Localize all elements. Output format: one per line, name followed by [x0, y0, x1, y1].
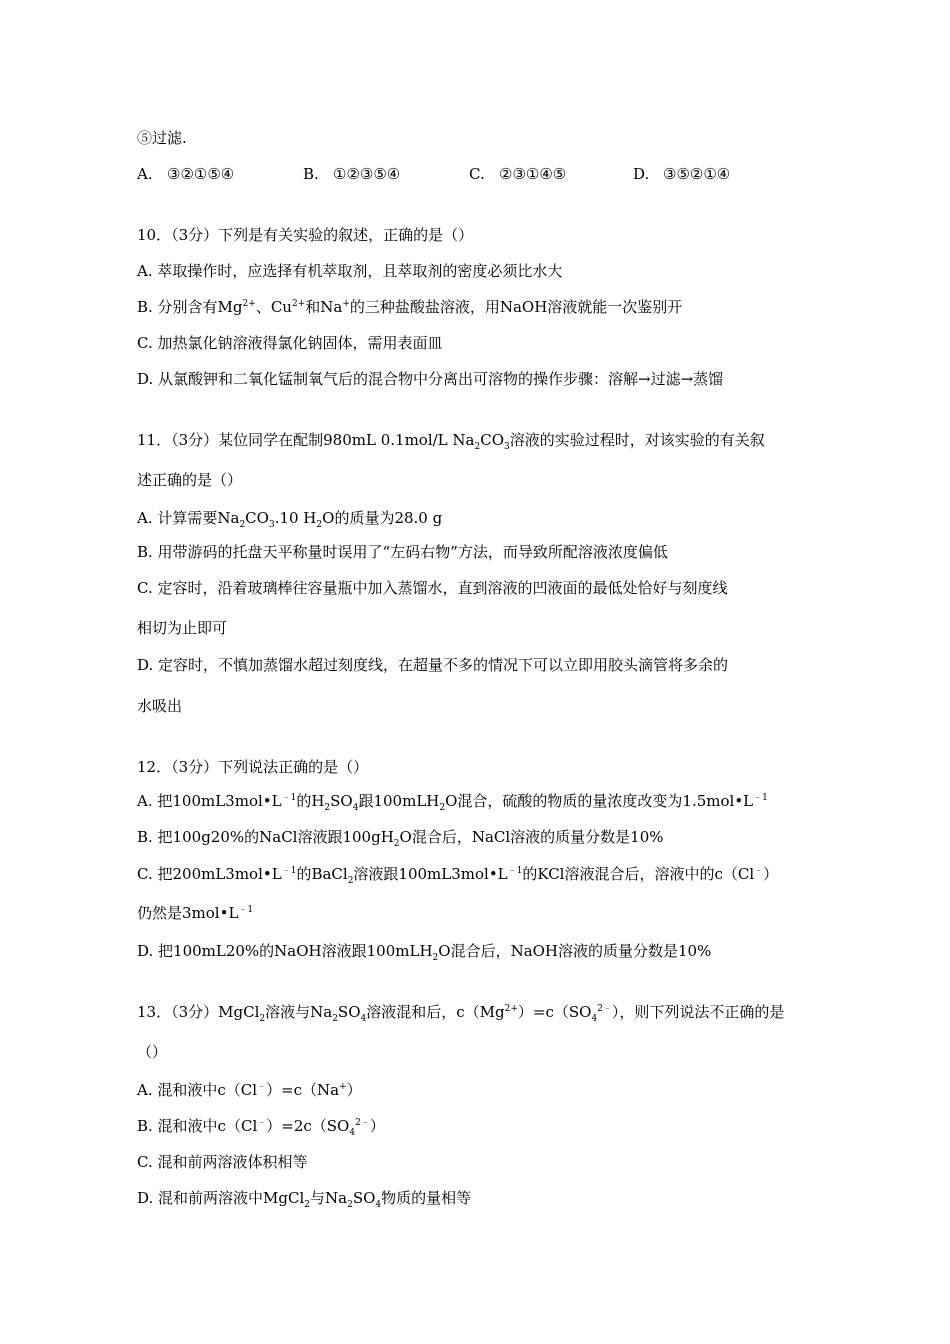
q12-stem: 12．（3分）下列说法正确的是（）: [137, 758, 369, 776]
q12-choice-c-line2: 仍然是$3mol•L^{﹣1}$: [137, 904, 254, 922]
q10-stem: 10．（3分）下列是有关实验的叙述，正确的是（）: [137, 226, 474, 244]
q13-stem: 13．（3分）MgCl$_2$溶液与$Na_2SO_4$溶液混和后，$c(Mg^{2+})=c(SO_4^{2﹣})$，则下列说法不正确的是: [137, 1003, 785, 1024]
q11-choice-c[interactable]: C. 定容时，沿着玻璃棒往容量瓶中加入蒸馏水，直到溶液的凹液面的最低处恰好与刻度线: [137, 579, 728, 597]
q9-choice-b[interactable]: B. ①②③⑤④: [303, 165, 401, 183]
q13-choice-a[interactable]: A. 混和液中c（Cl﹣）=c（Na+）: [137, 1081, 362, 1099]
q13-choice-c[interactable]: C. 混和前两溶液体积相等: [137, 1153, 308, 1171]
q12-choice-a[interactable]: A. 把$100mL3mol•L^{﹣1}$的$H_2SO_4$跟100mLH$_2$O混合，硫酸的物质的量浓度改变为$1.5mol•L^{﹣1}$: [137, 792, 768, 813]
q11-choice-b[interactable]: B. 用带游码的托盘天平称量时误用了“左码右物”方法，而导致所配溶液浓度偏低: [137, 543, 668, 561]
q10-choice-d[interactable]: D. 从氯酸钾和二氧化锰制氧气后的混合物中分离出可溶物的操作步骤：溶解→过滤→蒸馏: [137, 370, 724, 388]
q9-choice-a[interactable]: A. ③②①⑤④: [137, 165, 235, 183]
q10-choice-c[interactable]: C. 加热氯化钠溶液得氯化钠固体，需用表面皿: [137, 334, 443, 352]
q13-choice-b[interactable]: B. 混和液中$c(Cl^﹣)=2c(SO_4^{2﹣})$: [137, 1117, 385, 1138]
q11-choice-c-line2: 相切为止即可: [137, 619, 228, 637]
q10-choice-b[interactable]: B. 分别含有$Mg^{2+}$、$Cu^{2+}$和Na+的三种盐酸盐溶液，用NaOH溶液就能一次鉴别开: [137, 298, 683, 316]
q11-choice-d-line2: 水吸出: [137, 697, 183, 715]
q12-choice-d[interactable]: D. 把100mL20%的NaOH溶液跟100mLH$_2$O混合后，NaOH溶液的质量分数是10%: [137, 942, 712, 963]
q11-choice-d[interactable]: D. 定容时，不慎加蒸馏水超过刻度线，在超量不多的情况下可以立即用胶头滴管将多余的: [137, 656, 729, 674]
q10-choice-a[interactable]: A. 萃取操作时，应选择有机萃取剂，且萃取剂的密度必须比水大: [137, 262, 563, 280]
q13-choice-d[interactable]: D. 混和前两溶液中MgCl$_2$与$Na_2SO_4$物质的量相等: [137, 1189, 472, 1210]
q12-choice-c[interactable]: C. 把$200mL3mol•L^{﹣1}$的BaCl$_2$溶液跟$100mL3mol•L^{﹣1}$的KCl溶液混合后，溶液中的c（Cl﹣）: [137, 865, 779, 886]
q9-choice-d[interactable]: D. ③⑤②①④: [633, 165, 731, 183]
q9-choice-c[interactable]: C. ②③①④⑤: [469, 165, 567, 183]
q11-choice-a[interactable]: A. 计算需要$Na_2CO_3.10$ $H_2O$的质量为28.0 g: [137, 509, 443, 530]
q13-stem-line2: （）: [137, 1043, 168, 1061]
q11-stem: 11．（3分）某位同学在配制980mL 0.1mol/L $Na_2CO_3$溶液的实验过程时，对该实验的有关叙: [137, 431, 765, 452]
q12-choice-b[interactable]: B. 把100g20%的NaCl溶液跟$100gH_2O$混合后，NaCl溶液的质量分数是10%: [137, 828, 664, 849]
q11-stem-line2: 述正确的是（）: [137, 471, 243, 489]
q9-option-item-5: ⑤过滤.: [137, 129, 187, 147]
